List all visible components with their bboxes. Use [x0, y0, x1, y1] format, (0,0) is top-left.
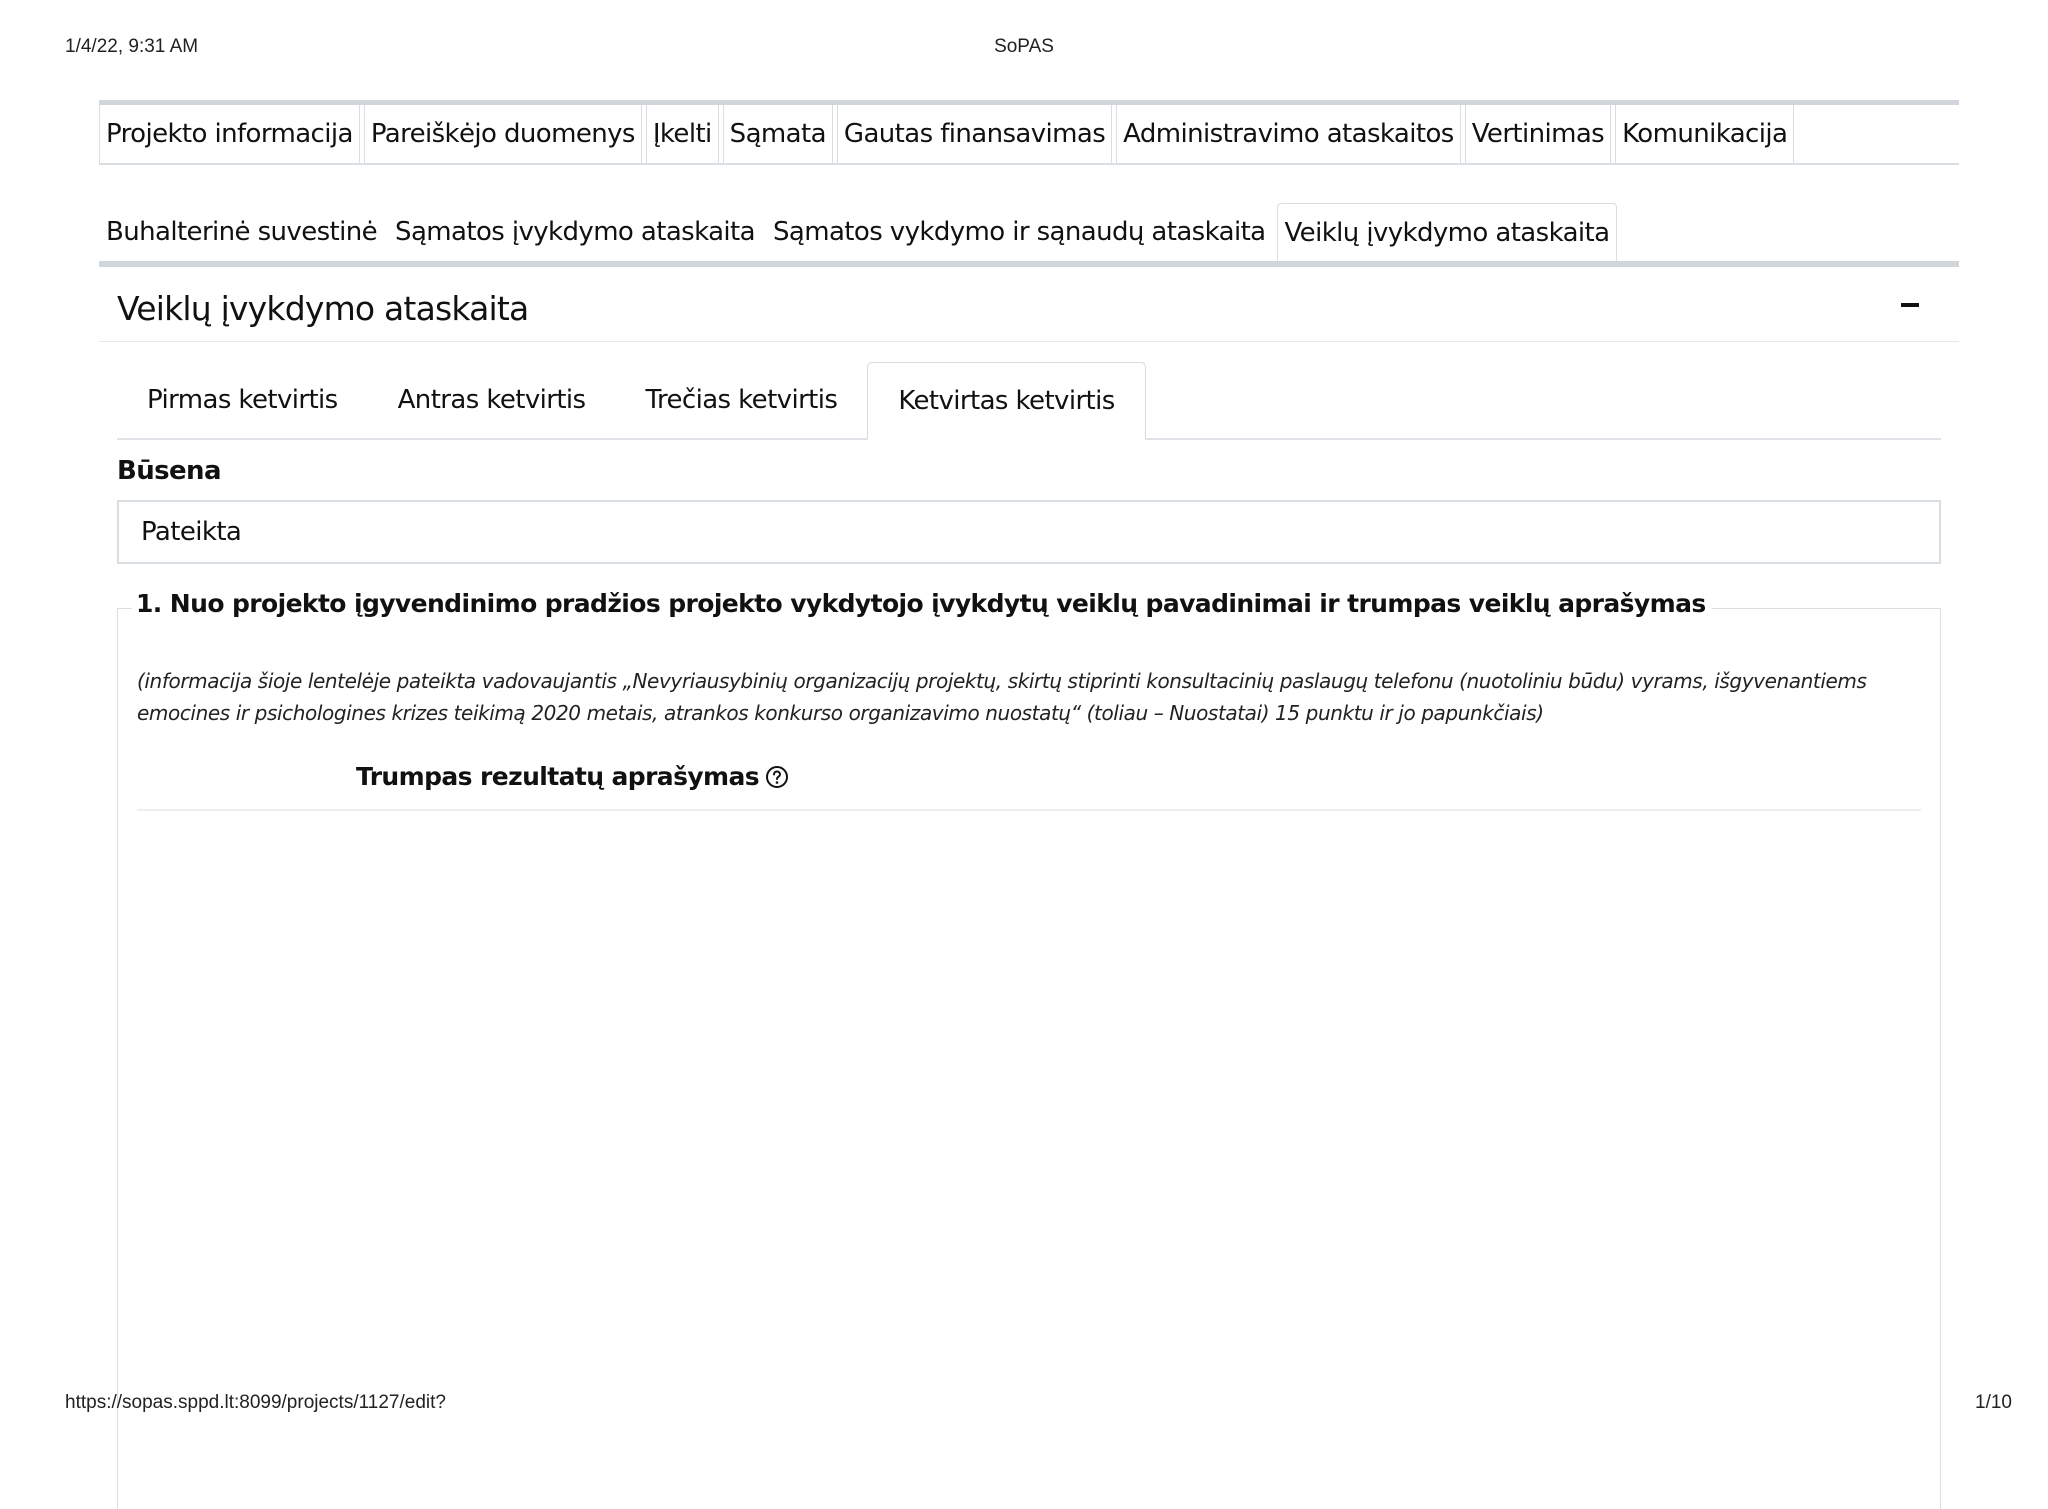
print-datetime: 1/4/22, 9:31 AM	[65, 36, 199, 57]
subtab-buhalterine-suvestine[interactable]: Buhalterinė suvestinė	[106, 217, 378, 247]
tab-antras-ketvirtis[interactable]: Antras ketvirtis	[397, 385, 586, 415]
main-tabs	[99, 100, 1959, 165]
quarter-tabs	[117, 362, 1941, 440]
tab-samata[interactable]: Sąmata	[723, 105, 833, 163]
tab-komunikacija[interactable]: Komunikacija	[1615, 105, 1794, 163]
tab-administravimo-ataskaitos[interactable]: Administravimo ataskaitos	[1116, 105, 1461, 163]
tab-vertinimas[interactable]: Vertinimas	[1465, 105, 1611, 163]
activities-note: (informacija šioje lentelėje pateikta vadovaujantis „Nevyriausybinių organizacijų projektų, skirtų stiprinti konsultacinių paslaugų telefonu (nuotoliniu būdu) vyrams, išgyvenantiems emocines ir psichologines krizes teikimą 2020 metais, atrankos konkurso organizavimo nuostatų“ (toliau – Nuostatai) 15 punktu ir jo papunkčiais)	[137, 669, 1867, 725]
print-url: https://sopas.sppd.lt:8099/projects/1127/edit?	[65, 1392, 446, 1413]
tab-pirmas-ketvirtis[interactable]: Pirmas ketvirtis	[147, 385, 338, 415]
tab-trecias-ketvirtis[interactable]: Trečias ketvirtis	[645, 385, 838, 415]
print-footer	[65, 1392, 2012, 1414]
question-circle-icon[interactable]	[765, 765, 789, 789]
section-title: Veiklų įvykdymo ataskaita	[117, 289, 529, 328]
activities-fieldset	[117, 589, 1941, 1509]
status-field: Pateikta	[117, 500, 1941, 564]
column-divider	[137, 809, 1921, 811]
tab-ikelti[interactable]: Įkelti	[646, 105, 719, 163]
results-column-header	[356, 762, 789, 791]
section-header	[99, 267, 1959, 342]
activities-legend: 1. Nuo projekto įgyvendinimo pradžios projekto vykdytojo įvykdytų veiklų pavadinimai ir trumpas veiklų aprašymas	[132, 589, 1712, 618]
tab-pareiskejo-duomenys[interactable]: Pareiškėjo duomenys	[364, 105, 642, 163]
status-label: Būsena	[117, 456, 221, 486]
subtab-veiklu-ivykdymo[interactable]: Veiklų įvykdymo ataskaita	[1277, 203, 1618, 261]
subtab-samatos-ivykdymo[interactable]: Sąmatos įvykdymo ataskaita	[395, 217, 755, 247]
subtab-samatos-vykdymo-sanaudu[interactable]: Sąmatos vykdymo ir sąnaudų ataskaita	[773, 217, 1266, 247]
sub-tabs	[99, 203, 1959, 267]
tab-projekto-informacija[interactable]: Projekto informacija	[99, 105, 360, 163]
app-container	[99, 100, 1959, 791]
print-title: SoPAS	[994, 36, 1054, 57]
print-page-number: 1/10	[1975, 1392, 2012, 1413]
collapse-button[interactable]	[1901, 295, 1921, 315]
tab-ketvirtas-ketvirtis[interactable]: Ketvirtas ketvirtis	[867, 362, 1145, 440]
results-column-label: Trumpas rezultatų aprašymas	[356, 762, 760, 791]
tab-gautas-finansavimas[interactable]: Gautas finansavimas	[837, 105, 1112, 163]
print-header	[65, 36, 1983, 58]
minus-icon	[1901, 303, 1919, 307]
